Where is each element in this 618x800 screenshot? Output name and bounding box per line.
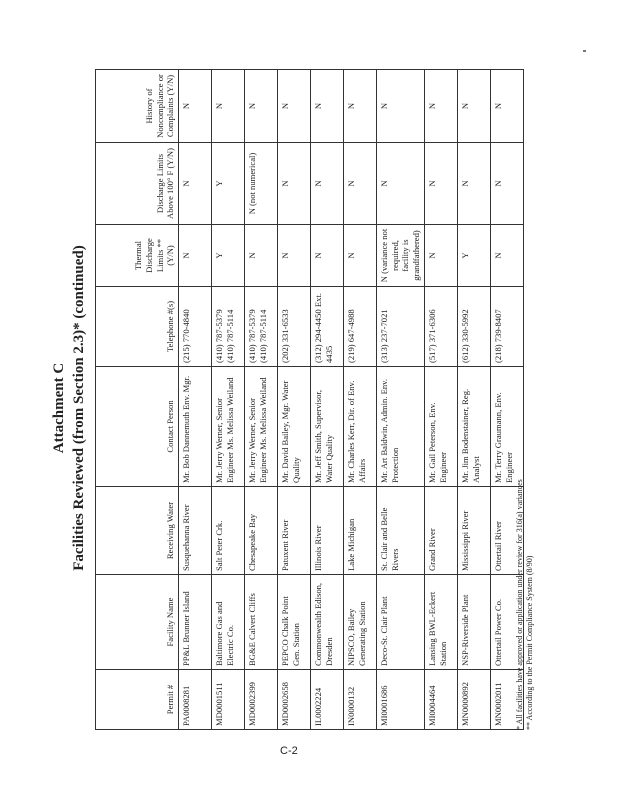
permit-cell: MI0001686 — [377, 670, 425, 730]
phone-cell: (202) 331-6533 — [278, 287, 311, 367]
water-cell: Salt Peter Crk. — [212, 487, 245, 575]
column-header: Receiving Water — [96, 487, 179, 575]
facility-cell: BG&E Calvert Cliffs — [245, 575, 278, 670]
history-cell: N — [344, 70, 377, 143]
above100-cell: N — [311, 143, 344, 225]
water-cell: Mississippi River — [457, 487, 490, 575]
table-row — [457, 70, 490, 730]
column-header: History of Noncompliance or Complaints (Y/N) — [96, 70, 179, 143]
thermal-cell: N — [179, 225, 212, 287]
phone-cell: (219) 647-4988 — [344, 287, 377, 367]
page-number: C-2 — [280, 745, 298, 757]
history-cell: N — [457, 70, 490, 143]
facility-cell: NIPSCO, Bailey Generating Station — [344, 575, 377, 670]
permit-cell: MD0002399 — [245, 670, 278, 730]
permit-cell: IN0000132 — [344, 670, 377, 730]
scan-mark — [583, 50, 586, 52]
contact-cell: Mr. Charles Kerr, Dir. of Env. Affairs — [344, 367, 377, 487]
above100-cell: N — [344, 143, 377, 225]
table-row — [212, 70, 245, 730]
thermal-cell: Y — [212, 225, 245, 287]
permit-cell: MD0001511 — [212, 670, 245, 730]
thermal-cell: N — [278, 225, 311, 287]
contact-cell: Mr. Jeff Smith, Supervisor, Water Quality — [311, 367, 344, 487]
document-title: Attachment C — [51, 362, 67, 454]
table-row — [179, 70, 212, 730]
above100-cell: N — [179, 143, 212, 225]
footnote-pcs: ** According to the Permit Compliance System (8/90) — [525, 555, 535, 730]
phone-cell: (410) 787-5379 (410) 787-5114 — [212, 287, 245, 367]
footnotes — [515, 479, 536, 730]
thermal-cell: Y — [457, 225, 490, 287]
water-cell: Lake Michigan — [344, 487, 377, 575]
contact-cell: Mr. Jim Bodenstainer, Reg. Analyst — [457, 367, 490, 487]
table-row — [245, 70, 278, 730]
history-cell: N — [179, 70, 212, 143]
above100-cell: N — [457, 143, 490, 225]
permit-cell: IL0002224 — [311, 670, 344, 730]
water-cell: Grand River — [424, 487, 457, 575]
permit-cell: MD0002658 — [278, 670, 311, 730]
thermal-cell: N — [424, 225, 457, 287]
phone-cell: (218) 739-8407 — [490, 287, 523, 367]
permit-cell: MN0002011 — [490, 670, 523, 730]
water-cell: Susquehanna River — [179, 487, 212, 575]
history-cell: N — [245, 70, 278, 143]
table-row — [311, 70, 344, 730]
facility-cell: PP&L Brunner Island — [179, 575, 212, 670]
column-header: Thermal Discharge Limits ** (Y/N) — [96, 225, 179, 287]
history-cell: N — [311, 70, 344, 143]
water-cell: Patuxent River — [278, 487, 311, 575]
water-cell: Illinois River — [311, 487, 344, 575]
facility-cell: PEPCO Chalk Point Gen. Station — [278, 575, 311, 670]
permit-cell: MN0000892 — [457, 670, 490, 730]
column-header: Telephone #(s) — [96, 287, 179, 367]
facility-cell: NSP-Riverside Plant — [457, 575, 490, 670]
column-header: Discharge Limits Above 100° F (Y/N) — [96, 143, 179, 225]
history-cell: N — [278, 70, 311, 143]
phone-cell: (517) 371-6306 — [424, 287, 457, 367]
contact-cell: Mr. Jerry Werner, Senior Engineer Ms. Melissa Weiland — [212, 367, 245, 487]
contact-cell: Mr. Gail Peterson, Env. Engineer — [424, 367, 457, 487]
column-header: Contact Person — [96, 367, 179, 487]
table-row — [424, 70, 457, 730]
above100-cell: Y — [212, 143, 245, 225]
column-header: Permit # — [96, 670, 179, 730]
above100-cell: N — [424, 143, 457, 225]
phone-cell: (612) 330-5992 — [457, 287, 490, 367]
water-cell: Ottertail River — [490, 487, 523, 575]
table-row — [344, 70, 377, 730]
phone-cell: (312) 294-4450 Ext. 4435 — [311, 287, 344, 367]
above100-cell: N — [377, 143, 425, 225]
thermal-cell: N — [490, 225, 523, 287]
contact-cell: Mr. Art Baldwin, Admin. Env. Protection — [377, 367, 425, 487]
contact-cell: Mr. Terry Graumann, Env. Engineer — [490, 367, 523, 487]
facility-cell: Commonwealth Edison, Dresden — [311, 575, 344, 670]
permit-cell: PA0008281 — [179, 670, 212, 730]
history-cell: N — [377, 70, 425, 143]
contact-cell: Mr. Bob Dannemuth Env. Mgr. — [179, 367, 212, 487]
footnote-variance: * All facilities have approved or application under review for 316(a) variances — [515, 479, 524, 730]
table-row — [278, 70, 311, 730]
above100-cell: N — [278, 143, 311, 225]
phone-cell: (215) 770-4840 — [179, 287, 212, 367]
history-cell: N — [424, 70, 457, 143]
above100-cell: N — [490, 143, 523, 225]
thermal-cell: N — [344, 225, 377, 287]
water-cell: Chesapeake Bay — [245, 487, 278, 575]
contact-cell: Mr. David Bailey, Mgr. Water Quality — [278, 367, 311, 487]
table-header-row — [96, 70, 179, 730]
above100-cell: N (not numerical) — [245, 143, 278, 225]
permit-cell: MI0004464 — [424, 670, 457, 730]
facility-cell: Deco-St. Clair Plant — [377, 575, 425, 670]
facilities-table — [95, 69, 524, 730]
facility-cell: Lansing BWL-Eckert Station — [424, 575, 457, 670]
table-row — [377, 70, 425, 730]
rotated-page-content — [45, 68, 565, 748]
facility-cell: Ottertail Power Co. — [490, 575, 523, 670]
contact-cell: Mr. Jerry Werner, Senior Engineer Ms. Melissa Weiland — [245, 367, 278, 487]
document-subtitle: Facilities Reviewed (from Section 2.3)* (continued) — [71, 245, 87, 571]
history-cell: N — [212, 70, 245, 143]
thermal-cell: N — [311, 225, 344, 287]
phone-cell: (410) 787-5379 (410) 787-5114 — [245, 287, 278, 367]
column-header: Facility Name — [96, 575, 179, 670]
thermal-cell: N — [245, 225, 278, 287]
thermal-cell: N (variance not required, facility is grandfathered) — [377, 225, 425, 287]
water-cell: St. Clair and Belle Rivers — [377, 487, 425, 575]
facility-cell: Baltimore Gas and Electric Co. — [212, 575, 245, 670]
history-cell: N — [490, 70, 523, 143]
phone-cell: (313) 237-7021 — [377, 287, 425, 367]
